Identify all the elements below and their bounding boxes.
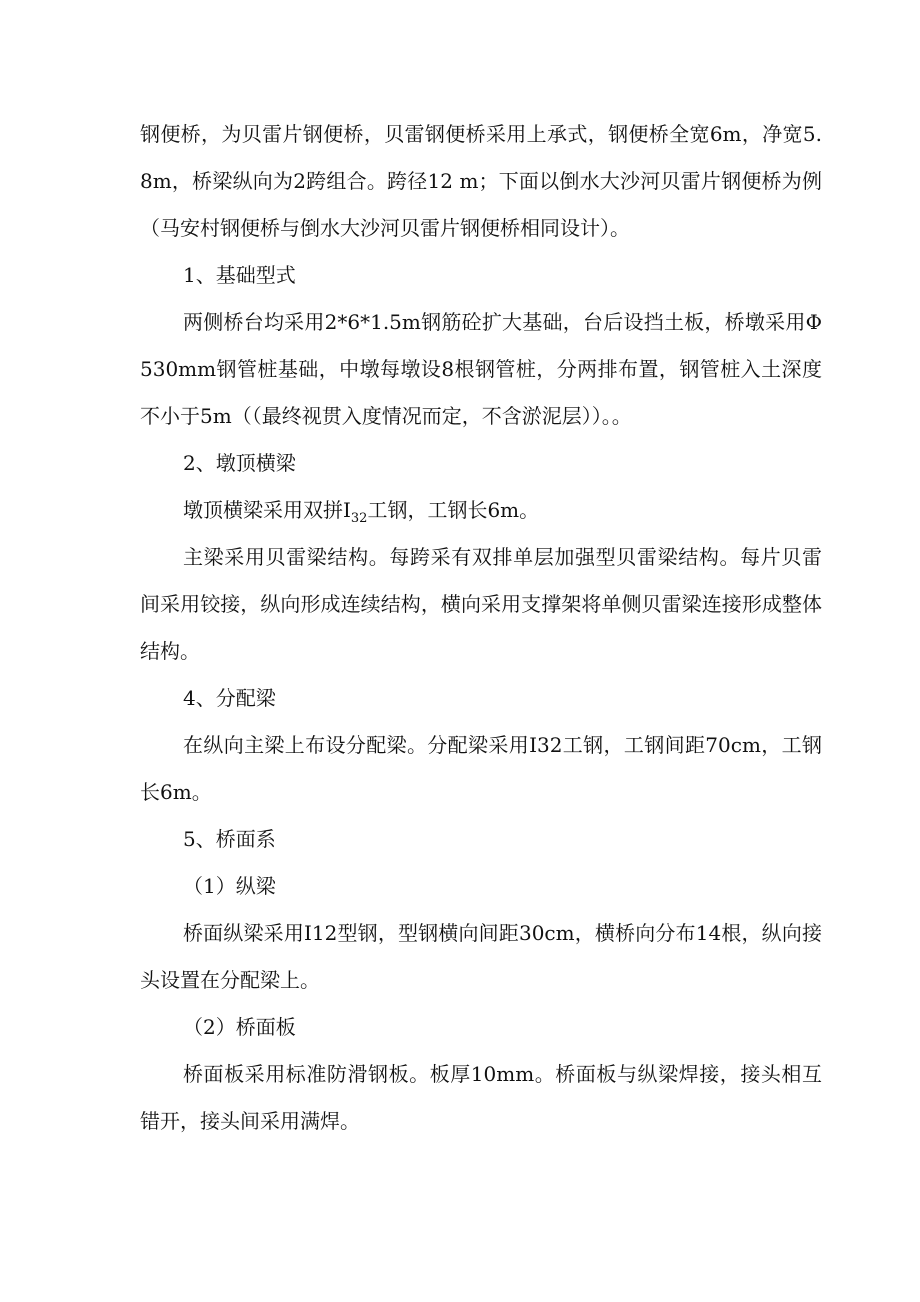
paragraph-distribution-beam: 在纵向主梁上布设分配梁。分配梁采用I32工钢，工钢间距70cm，工钢长6m。 (140, 733, 822, 804)
pier-beam-text-after: 工钢，工钢长6m。 (367, 498, 540, 522)
paragraph-deck-plate: 桥面板采用标准防滑钢板。板厚10mm。桥面板与纵梁焊接，接头相互错开，接头间采用满焊。 (140, 1062, 822, 1133)
heading-foundation-type: 1、基础型式 (183, 263, 296, 287)
paragraph-main-beam: 主梁采用贝雷梁结构。每跨采有双排单层加强型贝雷梁结构。每片贝雷间采用铰接，纵向形成连续结构，横向采用支撑架将单侧贝雷梁连接形成整体结构。 (140, 545, 822, 663)
paragraph-foundation: 两侧桥台均采用2*6*1.5m钢筋砼扩大基础，台后设挡土板，桥墩采用Φ530mm钢管桩基础，中墩每墩设8根钢管桩，分两排布置，钢管桩入土深度不小于5m（（最终视贯入度情况而定，不含淤泥层））。。 (140, 310, 822, 428)
pier-beam-subscript: 32 (350, 511, 368, 526)
pier-beam-text-before: 墩顶横梁采用双拼I (183, 498, 351, 522)
paragraph-longitudinal-beam: 桥面纵梁采用I12型钢，型钢横向间距30cm，横桥向分布14根，纵向接头设置在分配梁上。 (140, 921, 822, 992)
paragraph-pier-top-beam (140, 487, 822, 534)
heading-distribution-beam: 4、分配梁 (183, 686, 276, 710)
heading-deck-system: 5、桥面系 (183, 827, 276, 851)
paragraph-bridge-overview: 钢便桥，为贝雷片钢便桥，贝雷钢便桥采用上承式，钢便桥全宽6m，净宽5.8m，桥梁纵向为2跨组合。跨径12 m；下面以倒水大沙河贝雷片钢便桥为例（马安村钢便桥与倒水大沙河贝雷片钢便桥相同设计）。 (140, 122, 822, 240)
heading-longitudinal-beam: （1）纵梁 (183, 874, 276, 898)
heading-deck-plate: （2）桥面板 (183, 1015, 296, 1039)
heading-pier-top-beam: 2、墩顶横梁 (183, 451, 296, 475)
body-text (140, 111, 822, 1145)
